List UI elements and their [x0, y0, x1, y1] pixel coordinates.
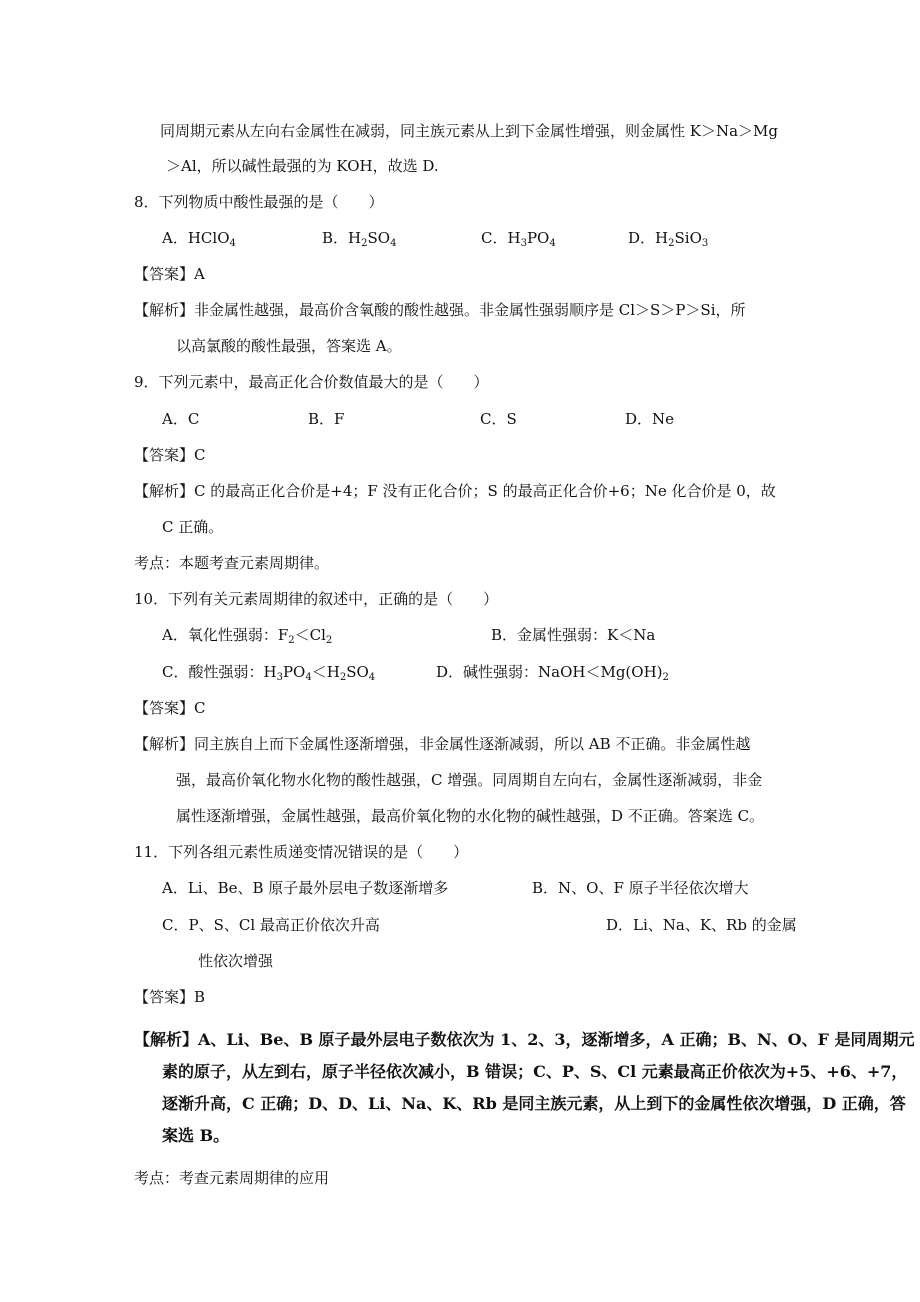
q11-option-d-line-2: 性依次增强: [198, 952, 274, 970]
q11-explanation-line-1: 【解析】A、Li、Be、B 原子最外层电子数依次为 1、2、3，逐渐增多，A 正确；B、N、O、F 是同周期元: [134, 1030, 915, 1049]
q8-option-b: B．$H_2SO_4$: [322, 229, 397, 249]
q11-explanation-line-4: 案选 B。: [162, 1126, 230, 1145]
q10-explanation-line-3: 属性逐渐增强，金属性越强，最高价氧化物的水化物的碱性越强，D 不正确。答案选 C。: [176, 807, 765, 825]
q8-option-a: A．HClO$_4$: [162, 229, 236, 249]
q10-option-c: C．酸性强弱：$H_3PO_4<H_2SO_4$: [162, 663, 376, 683]
q9-answer: 【答案】C: [134, 446, 206, 464]
q9-explanation-line-1: 【解析】C 的最高正化合价是+4；F 没有正化合价；S 的最高正化合价+6；Ne 化合价是 0，故: [134, 482, 776, 500]
q8-option-c: C．$H_3PO_4$: [481, 229, 556, 249]
q10-option-a: A．氧化性强弱：$F_2<Cl_2$: [162, 626, 333, 646]
q11-question: 11．下列各组元素性质递变情况错误的是（ ）: [134, 843, 469, 861]
q9-option-d: D．Ne: [625, 410, 675, 428]
q10-question: 10．下列有关元素周期律的叙述中，正确的是（ ）: [134, 590, 499, 608]
q9-question: 9．下列元素中，最高正化合价数值最大的是（ ）: [134, 373, 489, 391]
q9-option-a: A．C: [162, 410, 200, 428]
q7-explanation-line-1: 同周期元素从左向右金属性在减弱，同主族元素从上到下金属性增强，则金属性 K＞Na＞Mg: [160, 122, 779, 140]
q7-explanation-line-2: ＞Al，所以碱性最强的为 KOH，故选 D.: [166, 157, 439, 175]
q9-option-b: B．F: [308, 410, 345, 428]
q8-question: 8．下列物质中酸性最强的是（ ）: [134, 193, 384, 211]
q10-explanation-line-2: 强，最高价氧化物水化物的酸性越强，C 增强。同周期自左向右，金属性逐渐减弱，非金: [176, 771, 763, 789]
q11-option-c: C．P、S、Cl 最高正价依次升高: [162, 916, 380, 934]
q8-answer: 【答案】A: [134, 265, 205, 283]
q10-option-d: D．碱性强弱：$NaOH<Mg(OH)_2$: [436, 663, 669, 683]
q11-explanation-line-2: 素的原子，从左到右，原子半径依次减小，B 错误；C、P、S、Cl 元素最高正价依次为+5、+6、+7，: [162, 1062, 908, 1081]
q9-exam-point: 考点：本题考查元素周期律。: [134, 554, 330, 572]
q11-option-a: A．Li、Be、B 原子最外层电子数逐渐增多: [162, 879, 449, 897]
q10-explanation-line-1: 【解析】同主族自上而下金属性逐渐增强，非金属性逐渐减弱，所以 AB 不正确。非金属性越: [134, 735, 751, 753]
q11-answer: 【答案】B: [134, 988, 206, 1006]
q10-answer: 【答案】C: [134, 699, 206, 717]
q9-explanation-line-2: C 正确。: [162, 518, 224, 536]
q8-explanation-line-2: 以高氯酸的酸性最强，答案选 A。: [176, 337, 402, 355]
q10-option-b: B．金属性强弱：K＜Na: [491, 626, 656, 644]
q11-option-b: B．N、O、F 原子半径依次增大: [532, 879, 749, 897]
q11-explanation-line-3: 逐渐升高，C 正确；D、D、Li、Na、K、Rb 是同主族元素，从上到下的金属性依次增强，D 正确，答: [162, 1094, 906, 1113]
q8-option-d: D．$H_2SiO_3$: [628, 229, 709, 249]
q9-option-c: C．S: [480, 410, 517, 428]
q11-exam-point: 考点：考查元素周期律的应用: [134, 1169, 330, 1187]
q8-explanation-line-1: 【解析】非金属性越强，最高价含氧酸的酸性越强。非金属性强弱顺序是 Cl＞S＞P＞Si，所: [134, 301, 746, 319]
q11-option-d-line-1: D．Li、Na、K、Rb 的金属: [606, 916, 797, 934]
